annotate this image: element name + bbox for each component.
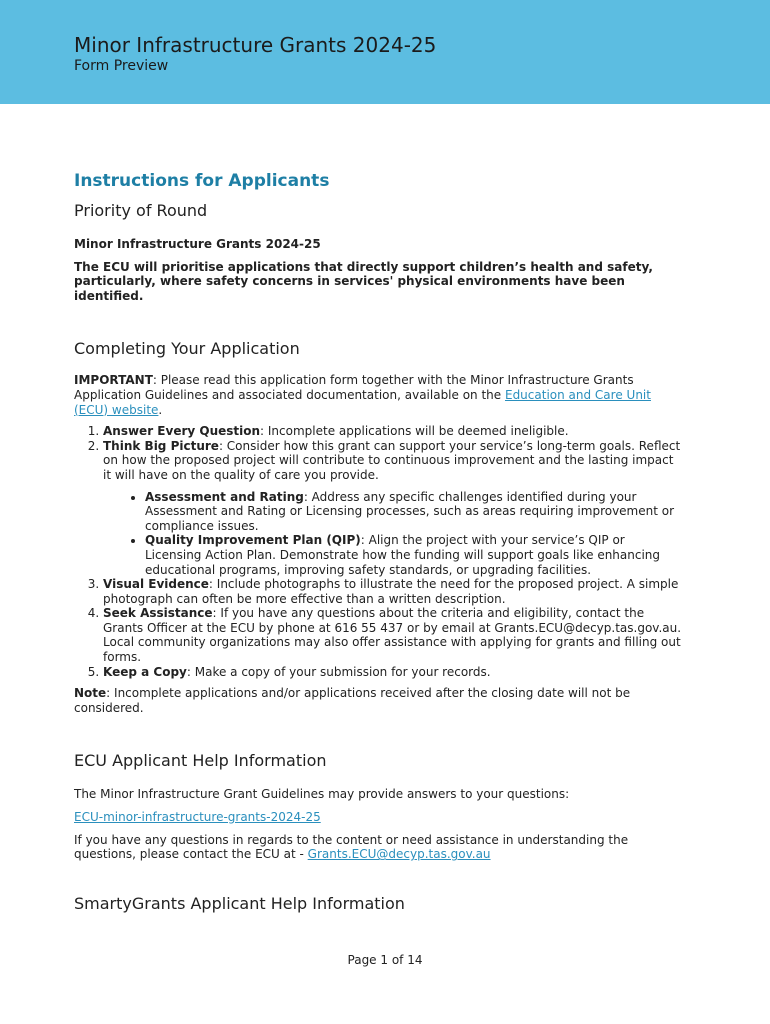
form-content [74, 170, 684, 914]
priority-title: Minor Infrastructure Grants 2024-25 [74, 237, 321, 251]
bullet-item: • Assessment and Rating: Address any specific challenges identified during your Assessment and Rating or Licensing processes, such as areas requiring improvement or compliance issues. [145, 490, 684, 534]
ecu-help-heading: ECU Applicant Help Information [74, 751, 327, 771]
completing-heading: Completing Your Application [74, 339, 300, 359]
step-item: 3. Visual Evidence: Include photographs to illustrate the need for the proposed project. A simple photograph can often be more effective than a written description. [103, 577, 684, 606]
important-label: IMPORTANT [74, 373, 153, 388]
ecu-help-intro: The Minor Infrastructure Grant Guidelines may provide answers to your questions: [74, 787, 570, 802]
page-header [0, 0, 770, 104]
ecu-email-link[interactable]: Grants.ECU@decyp.tas.gov.au [307, 847, 491, 862]
step-item: 2. Think Big Picture: Consider how this grant can support your service’s long-term goals. Reflect on how the proposed project will contribute to continuous improvement and the lasting impact it will have on the quality of care you provide. • Assessment and Rating: Address any specific challenges identified during your Assessment and Rating or Licensing processes, such as areas requiring improvement or compliance issues. • Quality Improvement Plan (QIP): Align the project with your service’s QIP or Licensing Action Plan. Demonstrate how the funding will support goals like enhancing educational programs, improving safety standards, or upgrading facilities. [103, 439, 684, 577]
application-steps [74, 424, 684, 679]
step-item: 1. Answer Every Question: Incomplete applications will be deemed ineligible. [103, 424, 684, 439]
page-number: Page 1 of 14 [347, 953, 423, 967]
important-paragraph: IMPORTANT: Please read this application form together with the Minor Infrastructure Grants Application Guidelines and associated documentation, available on the Education and Care Unit (ECU) website. [74, 373, 651, 417]
ecu-contact-paragraph: If you have any questions in regards to the content or need assistance in understanding the questions, please contact the ECU at - Grants.ECU@decyp.tas.gov.au [74, 832, 629, 862]
form-subtitle: Form Preview [74, 58, 169, 74]
note-paragraph: Note: Incomplete applications and/or applications received after the closing date will not be considered. [74, 686, 631, 715]
big-picture-bullets [103, 490, 684, 578]
priority-text: The ECU will prioritise applications that directly support children’s health and safety, particularly, where safety concerns in services' physical environments have been identified. [74, 259, 653, 303]
form-title: Minor Infrastructure Grants 2024-25 [74, 33, 437, 57]
instructions-heading: Instructions for Applicants [74, 171, 330, 191]
step-item: 4. Seek Assistance: If you have any questions about the criteria and eligibility, contact the Grants Officer at the ECU by phone at 616 55 437 or by email at Grants.ECU@decyp.tas.gov.au. Local community organizations may also offer assistance with applying for grants and filling out forms. [103, 606, 684, 664]
smarty-help-heading: SmartyGrants Applicant Help Information [74, 893, 405, 913]
priority-heading: Priority of Round [74, 201, 208, 220]
guidelines-link[interactable]: ECU-minor-infrastructure-grants-2024-25 [74, 810, 321, 825]
guidelines-link-paragraph [74, 810, 684, 825]
important-text: : Please read this application form together with the Minor Infrastructure Grants Application Guidelines and associated documentation, available on the [74, 373, 634, 402]
note-label: Note [74, 686, 107, 701]
ecu-website-link[interactable]: Education and Care Unit (ECU) website [74, 387, 651, 417]
step-item: 5. Keep a Copy: Make a copy of your submission for your records. [103, 665, 684, 680]
bullet-item: • Quality Improvement Plan (QIP): Align the project with your service’s QIP or Licensing Action Plan. Demonstrate how the funding will support goals like enhancing educational programs, improving safety standards, or upgrading facilities. [145, 533, 684, 577]
